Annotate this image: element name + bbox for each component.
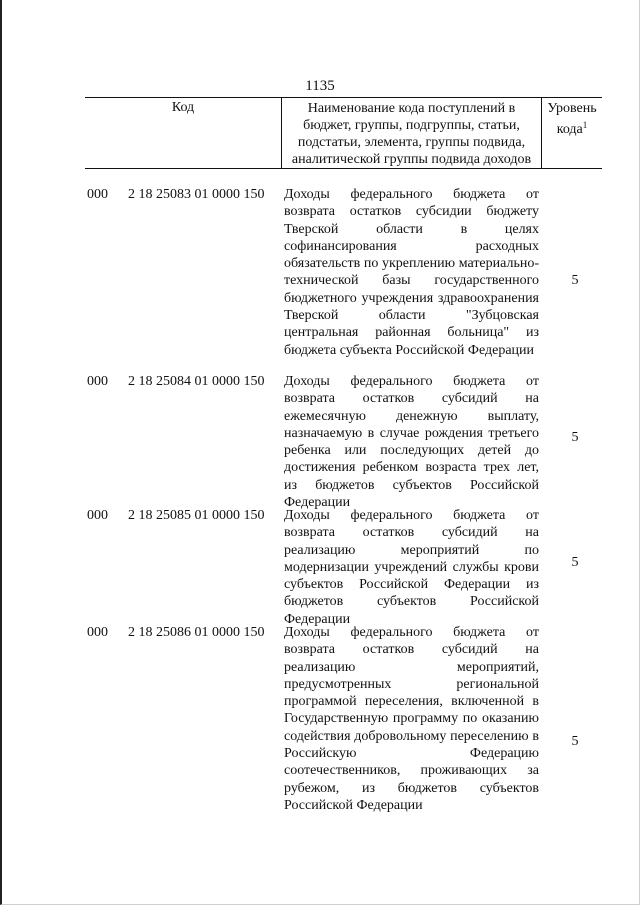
header-level	[542, 98, 602, 168]
header-name-line: Наименование кода поступлений в	[307, 101, 516, 116]
header-level-line1: Уровень	[547, 101, 597, 116]
admin-code: 000	[87, 625, 108, 640]
footnote-marker: 1	[582, 120, 588, 130]
header-code: Код	[171, 100, 195, 115]
income-code: 2 18 25086 01 0000 150	[128, 625, 265, 640]
income-code: 2 18 25085 01 0000 150	[128, 508, 265, 523]
header-name-line: подстатьи, элемента, группы подвида,	[297, 135, 526, 150]
code-level: 5	[571, 430, 579, 445]
income-name: Доходы федерального бюджета от возврата остатков субсидий на реализацию мероприятий, предусмотренных региональной программой переселения, включенной в Государственную программу по оказанию содействия добровольному переселению в Российскую Федерацию соотечественников, проживающих за рубежом, из бюджетов субъектов Российской Федерации	[284, 625, 539, 813]
admin-code: 000	[87, 508, 108, 523]
income-name: Доходы федерального бюджета от возврата остатков субсидий на ежемесячную денежную выплату, назначаемую в случае рождения третьего ребенка или последующих детей до достижения ребенком возраста трех лет, из бюджетов субъектов Российской Федерации	[284, 374, 539, 511]
header-name-line: бюджет, группы, подгруппы, статьи,	[303, 118, 520, 133]
code-level: 5	[571, 273, 579, 288]
admin-code: 000	[87, 187, 108, 202]
header-name	[281, 98, 542, 168]
admin-code: 000	[87, 374, 108, 389]
code-level: 5	[571, 734, 579, 749]
code-level: 5	[571, 555, 579, 570]
table-header	[85, 97, 602, 169]
income-name: Доходы федерального бюджета от возврата остатков субсидий на реализацию мероприятий по модернизации учреждений службы крови субъектов Российской Федерации из бюджетов субъектов Российской Федерации	[284, 508, 539, 627]
header-level-word: кода	[556, 122, 583, 137]
income-code: 2 18 25084 01 0000 150	[128, 374, 265, 389]
income-name: Доходы федерального бюджета от возврата остатков субсидии бюджету Тверской области в целях софинансирования расходных обязательств по укреплению материально-технической базы государственного бюджетного учреждения здравоохранения Тверской области "Зубцовская центральная районная больница" из бюджета субъекта Российской Федерации	[284, 187, 539, 358]
header-name-line: аналитической группы подвида доходов	[291, 152, 532, 167]
income-code: 2 18 25083 01 0000 150	[128, 187, 265, 202]
header-level-line2	[542, 117, 602, 138]
page-number: 1135	[305, 78, 335, 94]
